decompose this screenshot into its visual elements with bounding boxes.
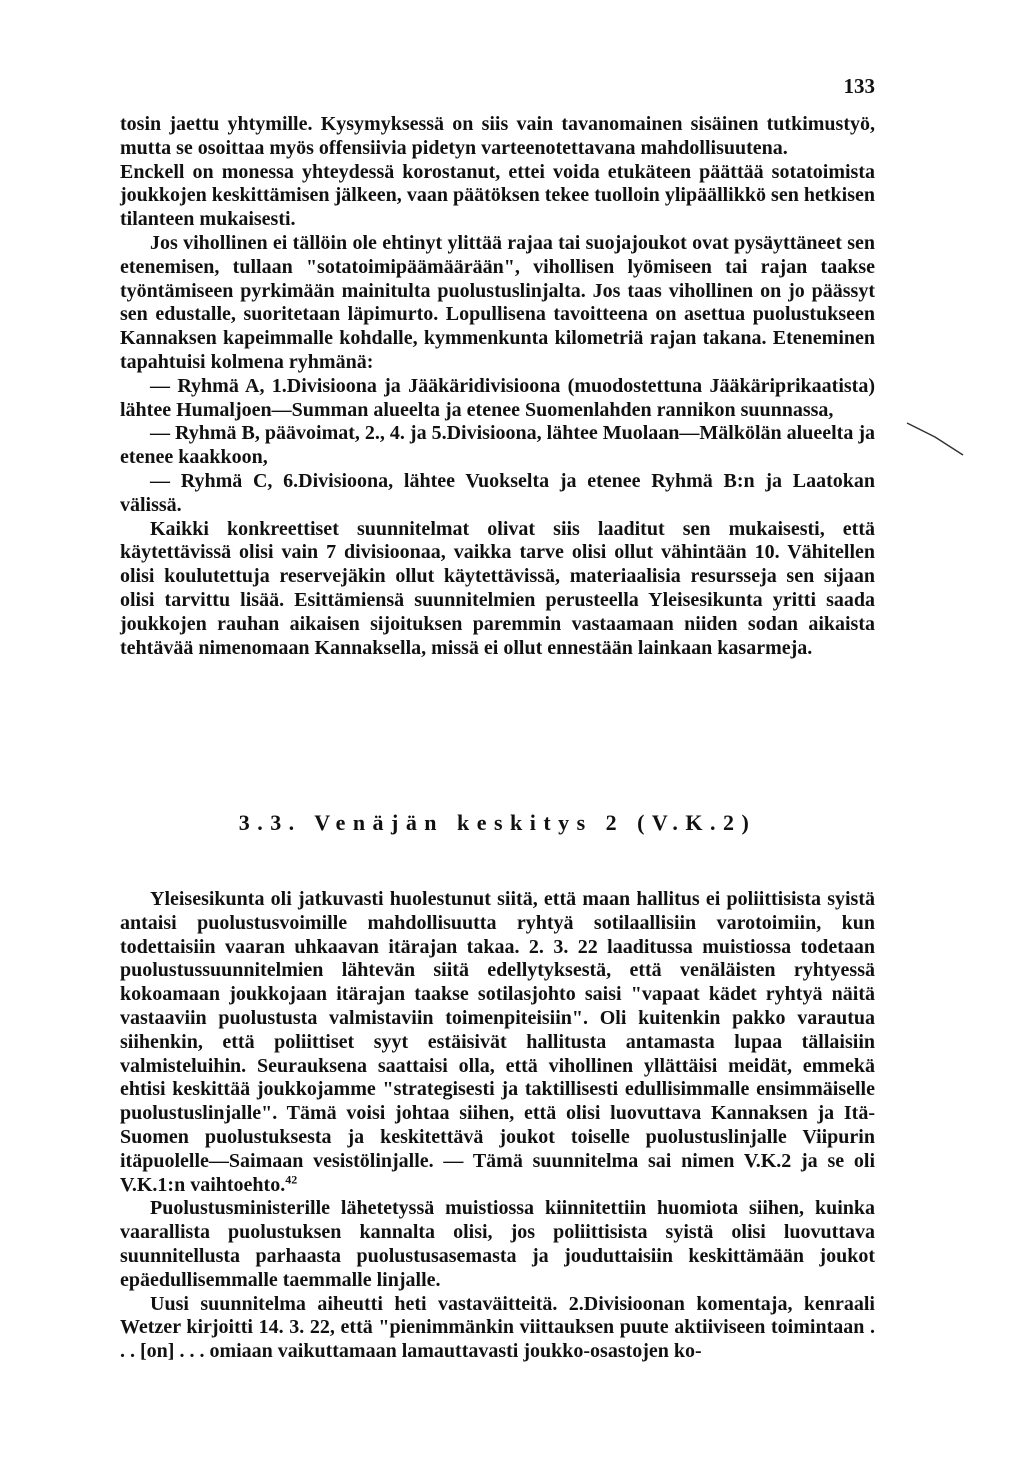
margin-pen-mark [905, 415, 965, 465]
section-paragraph-1 [120, 888, 875, 1197]
paragraph-plans: Kaikki konkreettiset suunnitelmat olivat siis laaditut sen mukaisesti, että käytettävissä olisi vain 7 divisioonaa, vaikka tarve olisi ollut vähintään 10. Vähitellen olisi koulutettuja reservejäkin ollut käytettävissä, materiaalisia resursseja sen sijaan olisi tarvittu lisää. Esittämiensä suunnitelmien perusteella Yleisesikunta yritti saada joukkojen rauhan aikaisen sijoituksen paremmin vastaamaan niiden sodan aikaista tehtävää nimenomaan Kannaksella, missä ei ollut ennestään lainkaan kasarmeja. [120, 517, 875, 659]
body-text [120, 113, 875, 660]
section-paragraph-3: Uusi suunnitelma aiheutti heti vastaväitteitä. 2.Divisioonan komentaja, kenraali Wetzer kirjoitti 14. 3. 22, että "pienimmänkin viittauksen puute aktiiviseen toimintaan . . . [on] . . . omiaan vaikuttamaan lamauttavasti joukko-osastojen ko- [120, 1292, 875, 1363]
section-paragraph-1-text: Yleisesikunta oli jatkuvasti huolestunut siitä, että maan hallitus ei poliittisista syistä antaisi puolustusvoimille mahdollisuutta ryhtyä sotilaallisiin varotoimiin, kun todettaisiin vaaran uhkaavan itärajan takaa. 2. 3. 22 laaditussa muistiossa todetaan puolustussuunnitelmien lähtevän siitä edellytyksestä, että venäläisten ryhtyessä kokoamaan joukkojaan itärajan taakse sotilasjohto saisi "vapaat kädet ryhtyä näitä vastaaviin puolustusta valmistaviin toimenpiteisiin". Oli kuitenkin pakko varautua siihenkin, että poliittiset syyt estäisivät hallitusta antamasta lupaa tällaisiin valmisteluihin. Seurauksena saattaisi olla, että vihollinen yllättäisi meidät, emmekä ehtisi keskittää joukkojamme "strategisesti ja taktillisesti edullisimmalle ensimmäiselle puolustuslinjalle". Tämä voisi johtaa siihen, että olisi luovuttava Kannaksen ja Itä-Suomen puolustuksesta ja keskitettävä joukot toiselle puolustuslinjalle Viipurin itäpuolelle—Saimaan vesistölinjalle. — Tämä suunnitelma sai nimen V.K.2 ja se oli V.K.1:n vaihtoehto. [120, 888, 875, 1196]
paragraph-enckell: Enckell on monessa yhteydessä korostanut, ettei voida etukäteen päättää sotatoimista joukkojen keskittämisen jälkeen, vaan päätöksen tekee tuolloin ylipäällikkö sen hetkisen tilanteen mukaisesti. [120, 160, 875, 231]
list-item-group-b: — Ryhmä B, päävoimat, 2., 4. ja 5.Divisioona, lähtee Muolaan—Mälkölän alueelta ja etenee kaakkoon, [120, 422, 875, 469]
page-number: 133 [843, 74, 875, 98]
paragraph-continuation: tosin jaettu yhtymille. Kysymyksessä on siis vain tavanomainen sisäinen tutkimustyö, mutta se osoittaa myös offensiivia pidetyn varteenotettavana mahdollisuutena. [120, 113, 875, 159]
list-item-group-a: — Ryhmä A, 1.Divisioona ja Jääkäridivisioona (muodostettuna Jääkäriprikaatista) lähtee Humaljoen—Summan alueelta ja etenee Suomenlahden rannikon suunnassa, [120, 374, 875, 421]
paragraph-advance: Jos vihollinen ei tällöin ole ehtinyt ylittää rajaa tai suojajoukot ovat pysäyttäneet sen etenemisen, tullaan "sotatoimipäämäärään", vihollisen lyömiseen tai rajan taakse työntämiseen pyrkimään mainitulta puolustuslinjalta. Jos taas vihollinen on jo päässyt sen edustalle, suoritetaan läpimurto. Lopullisena tavoitteena on asettua puolustukseen Kannaksen kapeimmalle kohdalle, kymmenkunta kilometriä rajan takana. Eteneminen tapahtuisi kolmena ryhmänä: [120, 231, 875, 373]
list-item-group-c: — Ryhmä C, 6.Divisioona, lähtee Vuokselta ja etenee Ryhmä B:n ja Laatokan välissä. [120, 469, 875, 516]
document-page [120, 70, 875, 1440]
footnote-reference: 42 [285, 1171, 298, 1186]
section-heading: 3.3. Venäjän keskitys 2 (V.K.2) [238, 810, 757, 835]
section-paragraph-2: Puolustusministerille lähetetyssä muistiossa kiinnitettiin huomiota siihen, kuinka vaarallista puolustuksen kannalta olisi, jos poliittisista syistä olisi luovuttava suunnitellusta parhaasta puolustusasemasta ja jouduttaisiin keskittämään joukot epäedullisemmalle taemmalle linjalle. [120, 1197, 875, 1291]
section-body [120, 888, 875, 1364]
